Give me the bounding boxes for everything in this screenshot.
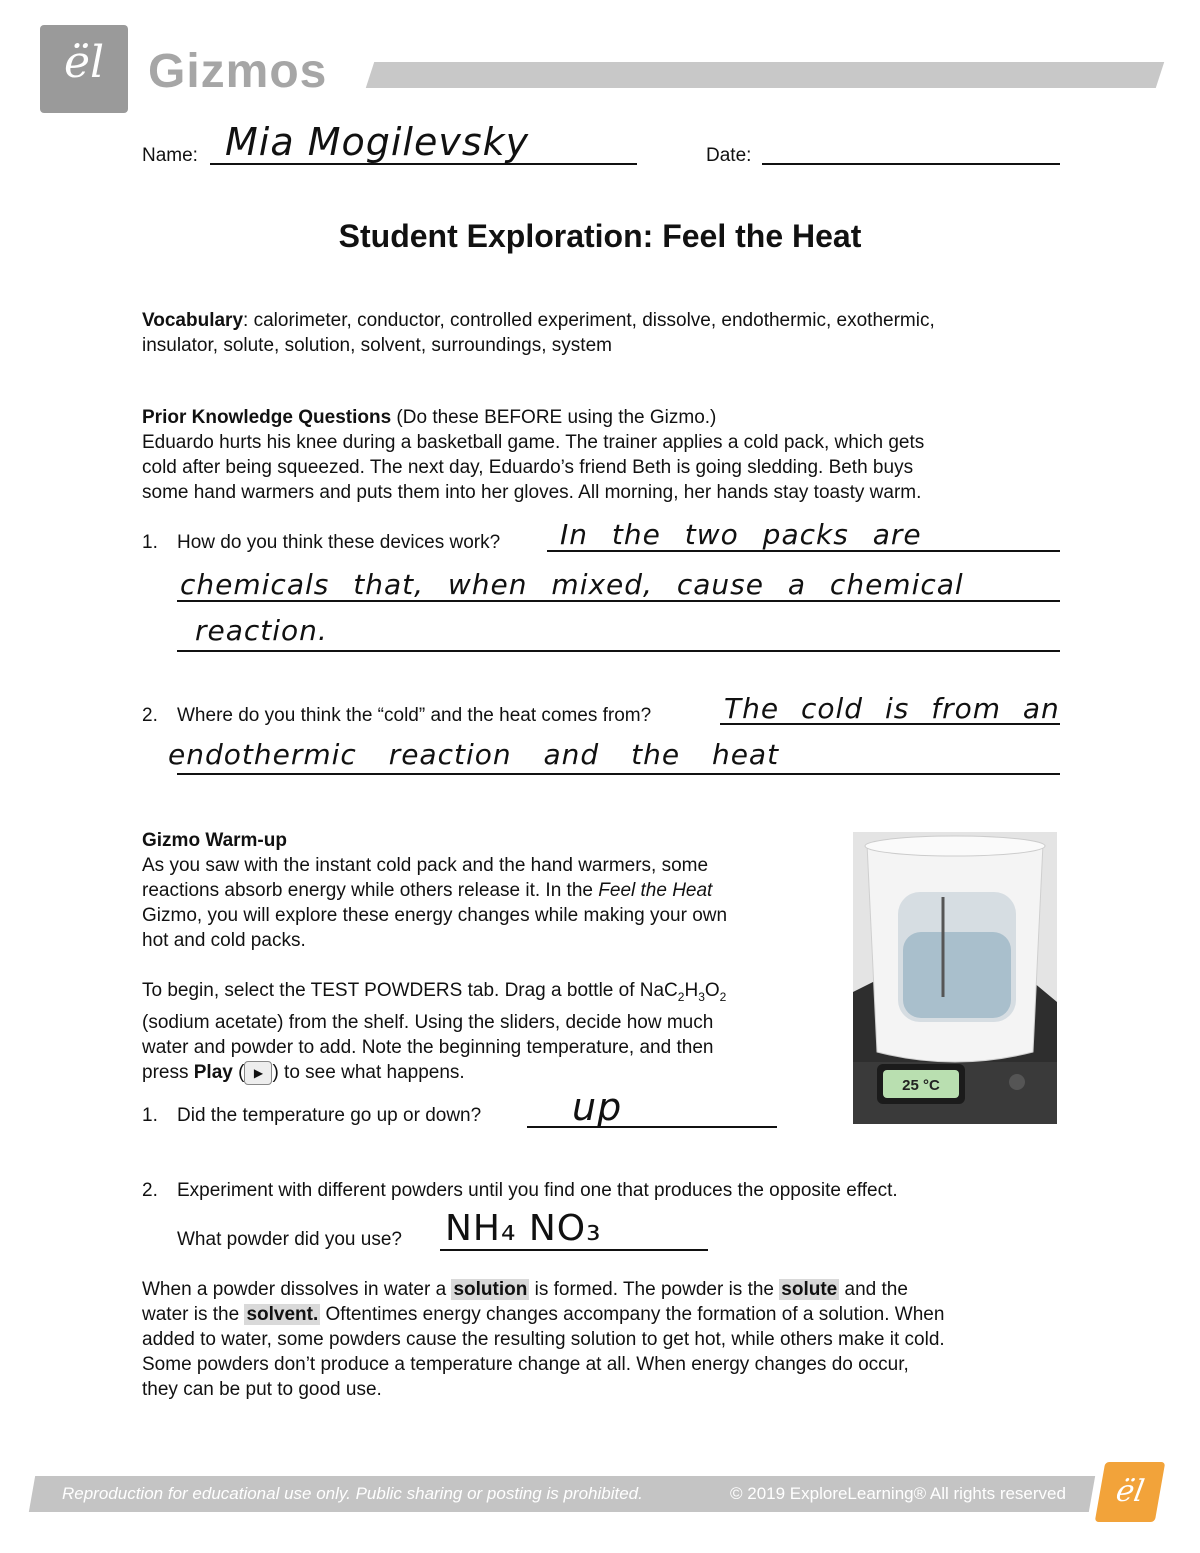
footer-copyright: © 2019 ExploreLearning® All rights reserved — [730, 1484, 1066, 1503]
name-value[interactable]: Mia Mogilevsky — [225, 120, 530, 164]
vocabulary-text-1: : calorimeter, conductor, controlled experiment, dissolve, endothermic, exothermic, — [243, 310, 935, 331]
warmup-q2-number: 2. — [142, 1180, 158, 1201]
warmup-q1-answer-line[interactable] — [527, 1126, 777, 1128]
warmup-q1-answer: up — [572, 1085, 623, 1129]
sol-l4: Some powders don’t produce a temperature change at all. When energy changes do occur, — [142, 1354, 909, 1375]
logo-mark: ël — [63, 37, 105, 88]
q1-answer-line-3[interactable] — [177, 650, 1060, 652]
paren-open: ( — [232, 1061, 245, 1083]
vocabulary — [142, 308, 1062, 358]
temperature-readout: 25 °C — [902, 1077, 940, 1094]
warmup-p1-line1: As you saw with the instant cold pack and the hand warmers, some — [142, 855, 709, 876]
warmup-p2-line4-pre: press — [142, 1061, 194, 1083]
q1-answer-2: chemicals that, when mixed, cause a chemical — [180, 568, 964, 601]
prior-line-1: Eduardo hurts his knee during a basketball game. The trainer applies a cold pack, which gets — [142, 432, 925, 453]
warmup-p2-line4-post: ) to see what happens. — [272, 1061, 465, 1083]
vocabulary-text-2: insulator, solute, solution, solvent, surroundings, system — [142, 335, 612, 356]
water — [903, 932, 1011, 1018]
footer-logo-mark: ël — [1113, 1474, 1147, 1509]
warmup-p1-line3: Gizmo, you will explore these energy changes while making your own — [142, 905, 728, 926]
warmup-p2-line3: water and powder to add. Note the beginning temperature, and then — [142, 1036, 714, 1058]
brand-title: Gizmos — [148, 45, 328, 98]
q1-number: 1. — [142, 532, 158, 553]
prior-heading-note: (Do these BEFORE using the Gizmo.) — [391, 407, 717, 428]
cup-lid — [865, 836, 1045, 856]
warmup-q2-answer-line[interactable] — [440, 1249, 708, 1251]
formula-o: O — [704, 980, 720, 1001]
prior-line-2: cold after being squeezed. The next day, Eduardo’s friend Beth is going sledding. Beth buys — [142, 457, 914, 478]
sub-3: 2 — [719, 989, 727, 1004]
date-label: Date: — [706, 145, 752, 166]
q1-answer-1: In the two packs are — [560, 518, 922, 551]
page-title: Student Exploration: Feel the Heat — [338, 218, 862, 254]
prior-line-3: some hand warmers and puts them into her gloves. All morning, her hands stay toasty warm. — [142, 482, 922, 503]
warmup-p1-line2: reactions absorb energy while others release it. In the — [142, 880, 599, 901]
warmup-p2-line1: To begin, select the TEST POWDERS tab. Drag a bottle of NaC — [142, 980, 678, 1001]
play-icon: ▶ — [244, 1061, 272, 1085]
name-label: Name: — [142, 145, 198, 166]
gizmo-name: Feel the Heat — [598, 880, 713, 901]
q2-number: 2. — [142, 705, 158, 726]
warmup-section — [142, 828, 832, 1085]
sol-l1b: is formed. The powder is the — [529, 1279, 780, 1300]
q2-text: Where do you think the “cold” and the heat comes from? — [177, 705, 652, 726]
q2-answer-line-2[interactable] — [177, 773, 1060, 775]
warmup-q2-answer: NH₄ NO₃ — [445, 1208, 602, 1249]
q1-text: How do you think these devices work? — [177, 532, 501, 553]
sol-l3: added to water, some powders cause the resulting solution to get hot, while others make it cold. — [142, 1329, 945, 1350]
sol-l1a: When a powder dissolves in water a — [142, 1279, 452, 1300]
knob — [1009, 1074, 1025, 1090]
term-solvent: solvent. — [246, 1304, 319, 1325]
q1-answer-3: reaction. — [195, 614, 328, 647]
prior-knowledge — [142, 405, 1082, 505]
warmup-q2-text: Experiment with different powders until you find one that produces the opposite effect. — [177, 1180, 898, 1201]
calorimeter-image — [853, 832, 1057, 1124]
explorelearning-logo — [1095, 1462, 1166, 1522]
play-word: Play — [193, 1061, 233, 1083]
warmup-q1-text: Did the temperature go up or down? — [177, 1105, 482, 1126]
date-field[interactable] — [762, 163, 1060, 165]
sol-l5: they can be put to good use. — [142, 1379, 382, 1400]
vocabulary-label: Vocabulary — [142, 310, 244, 331]
sub-2: 3 — [698, 989, 705, 1004]
header-bar — [366, 62, 1164, 88]
prior-heading: Prior Knowledge Questions — [142, 407, 392, 428]
gizmos-logo — [40, 25, 128, 113]
sol-l2b: Oftentimes energy changes accompany the formation of a solution. When — [320, 1304, 945, 1325]
warmup-p1-line4: hot and cold packs. — [142, 930, 306, 951]
sol-l1c: and the — [839, 1279, 908, 1300]
solution-paragraph — [142, 1277, 1082, 1402]
q2-answer-2: endothermic reaction and the heat — [168, 738, 780, 771]
warmup-heading: Gizmo Warm-up — [142, 830, 287, 851]
formula-h: H — [684, 980, 699, 1001]
warmup-p2-line2: (sodium acetate) from the shelf. Using the sliders, decide how much — [142, 1011, 714, 1033]
term-solute: solute — [781, 1279, 838, 1300]
footer-notice: Reproduction for educational use only. Public sharing or posting is prohibited. — [62, 1484, 643, 1503]
sub-1: 2 — [677, 989, 685, 1004]
sol-l2a: water is the — [142, 1304, 245, 1325]
term-solution: solution — [453, 1279, 528, 1300]
q2-answer-1: The cold is from an — [724, 692, 1060, 725]
warmup-q1-number: 1. — [142, 1105, 158, 1126]
warmup-q2-sub: What powder did you use? — [177, 1229, 402, 1250]
